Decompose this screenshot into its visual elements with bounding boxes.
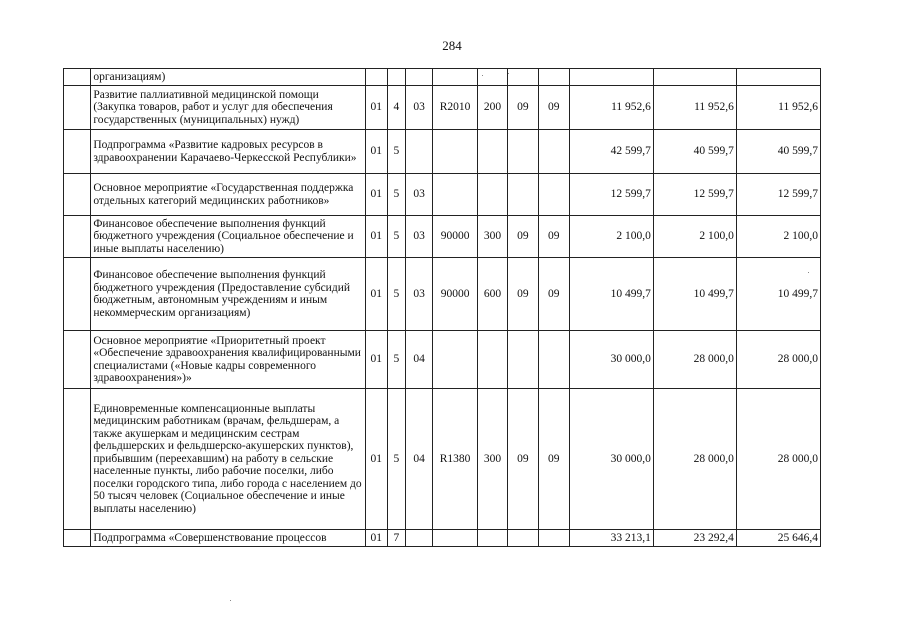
cell-value-3: 10 499,7: [736, 258, 820, 331]
cell-code-7: 09: [538, 389, 569, 530]
cell-code-6: 09: [508, 389, 538, 530]
cell-description: Развитие паллиативной медицинской помощи (Закупка товаров, работ и услуг для обеспечения государственных (муниципальных) нужд): [91, 86, 365, 130]
cell-code-3: [406, 130, 433, 174]
row-marker: [64, 331, 91, 389]
cell-code-1: 01: [365, 86, 387, 130]
cell-code-3: 03: [406, 174, 433, 216]
row-marker: [64, 130, 91, 174]
cell-code-2: 5: [387, 331, 405, 389]
cell-code-6: 09: [508, 86, 538, 130]
cell-code-4: [433, 530, 478, 547]
cell-value-3: 11 952,6: [736, 86, 820, 130]
cell-code-2: 5: [387, 389, 405, 530]
cell-code-1: 01: [365, 258, 387, 331]
page-number: 284: [442, 38, 462, 53]
table-row: [64, 86, 821, 130]
cell-code-2: [387, 69, 405, 86]
cell-code-5: [477, 174, 507, 216]
table-body: [64, 69, 821, 547]
row-marker: [64, 216, 91, 258]
cell-code-5: 200: [477, 86, 507, 130]
cell-code-3: [406, 69, 433, 86]
cell-code-2: 5: [387, 174, 405, 216]
cell-value-3: [736, 69, 820, 86]
cell-description: Финансовое обеспечение выполнения функций бюджетного учреждения (Социальное обеспечение и иные выплаты населению): [91, 216, 365, 258]
cell-code-5: [477, 530, 507, 547]
cell-code-7: 09: [538, 258, 569, 331]
cell-code-7: 09: [538, 216, 569, 258]
cell-value-1: 12 599,7: [569, 174, 653, 216]
cell-value-2: 28 000,0: [653, 331, 736, 389]
cell-description: Основное мероприятие «Государственная поддержка отдельных категорий медицинских работников»: [91, 174, 365, 216]
cell-code-2: 5: [387, 258, 405, 331]
cell-value-2: 10 499,7: [653, 258, 736, 331]
scan-speck: [230, 600, 231, 601]
cell-code-3: 04: [406, 331, 433, 389]
table-row: [64, 174, 821, 216]
table-row: [64, 216, 821, 258]
cell-value-1: 33 213,1: [569, 530, 653, 547]
cell-code-5: 600: [477, 258, 507, 331]
cell-code-4: [433, 174, 478, 216]
cell-description: Подпрограмма «Развитие кадровых ресурсов в здравоохранении Карачаево-Черкесской Республики»: [91, 130, 365, 174]
cell-code-3: 03: [406, 258, 433, 331]
cell-description: Единовременные компенсационные выплаты медицинским работникам (врачам, фельдшерам, а также акушеркам и медицинским сестрам фельдшерских и фельдшерско-акушерских пунктов), прибывшим (переехавшим) на работу в сельские населенные пункты, либо рабочие поселки, либо поселки городского типа, либо города с населением до 50 тысяч человек (Социальное обеспечение и иные выплаты населению): [91, 389, 365, 530]
cell-code-6: [508, 530, 538, 547]
table-row: [64, 258, 821, 331]
cell-code-5: [477, 69, 507, 86]
cell-value-1: [569, 69, 653, 86]
cell-code-6: [508, 174, 538, 216]
cell-value-2: 23 292,4: [653, 530, 736, 547]
scan-speck: [508, 73, 509, 74]
cell-value-3: 28 000,0: [736, 389, 820, 530]
row-marker: [64, 258, 91, 331]
cell-value-2: 40 599,7: [653, 130, 736, 174]
cell-description: Финансовое обеспечение выполнения функций бюджетного учреждения (Предоставление субсидий бюджетным, автономным учреждениям и иным некоммерческим организациям): [91, 258, 365, 331]
cell-code-5: 300: [477, 389, 507, 530]
cell-value-2: 12 599,7: [653, 174, 736, 216]
cell-code-1: [365, 69, 387, 86]
budget-table: [63, 68, 821, 547]
table-row: [64, 389, 821, 530]
cell-value-2: 2 100,0: [653, 216, 736, 258]
cell-code-7: [538, 331, 569, 389]
cell-value-1: 2 100,0: [569, 216, 653, 258]
cell-code-7: [538, 130, 569, 174]
cell-code-3: 03: [406, 86, 433, 130]
cell-value-1: 11 952,6: [569, 86, 653, 130]
cell-code-1: 01: [365, 530, 387, 547]
cell-code-2: 7: [387, 530, 405, 547]
cell-value-2: 11 952,6: [653, 86, 736, 130]
cell-code-6: [508, 69, 538, 86]
row-marker: [64, 530, 91, 547]
scan-speck: [808, 272, 809, 273]
cell-code-7: [538, 174, 569, 216]
cell-code-4: 90000: [433, 216, 478, 258]
cell-code-6: 09: [508, 216, 538, 258]
cell-code-2: 5: [387, 216, 405, 258]
cell-value-3: 12 599,7: [736, 174, 820, 216]
row-marker: [64, 174, 91, 216]
cell-code-4: 90000: [433, 258, 478, 331]
row-marker: [64, 389, 91, 530]
cell-code-4: [433, 130, 478, 174]
cell-value-3: 25 646,4: [736, 530, 820, 547]
scan-speck: [482, 75, 483, 76]
cell-code-3: 03: [406, 216, 433, 258]
cell-value-1: 42 599,7: [569, 130, 653, 174]
cell-code-4: [433, 69, 478, 86]
cell-code-5: [477, 331, 507, 389]
cell-value-1: 30 000,0: [569, 331, 653, 389]
cell-value-3: 2 100,0: [736, 216, 820, 258]
cell-code-7: 09: [538, 86, 569, 130]
table-row: [64, 530, 821, 547]
row-marker: [64, 86, 91, 130]
cell-code-6: 09: [508, 258, 538, 331]
table-row: [64, 130, 821, 174]
cell-code-4: R2010: [433, 86, 478, 130]
cell-code-6: [508, 130, 538, 174]
cell-code-7: [538, 69, 569, 86]
table-row: [64, 69, 821, 86]
cell-code-1: 01: [365, 216, 387, 258]
table-row: [64, 331, 821, 389]
cell-code-1: 01: [365, 130, 387, 174]
cell-code-2: 5: [387, 130, 405, 174]
cell-value-2: [653, 69, 736, 86]
cell-code-3: 04: [406, 389, 433, 530]
cell-description: Основное мероприятие «Приоритетный проект «Обеспечение здравоохранения квалифицированными специалистами («Новые кадры современного здравоохранения»)»: [91, 331, 365, 389]
cell-code-4: [433, 331, 478, 389]
cell-code-7: [538, 530, 569, 547]
cell-code-3: [406, 530, 433, 547]
cell-code-2: 4: [387, 86, 405, 130]
row-marker: [64, 69, 91, 86]
cell-description: Подпрограмма «Совершенствование процессов: [91, 530, 365, 547]
cell-description: организациям): [91, 69, 365, 86]
cell-value-2: 28 000,0: [653, 389, 736, 530]
cell-value-1: 30 000,0: [569, 389, 653, 530]
cell-value-1: 10 499,7: [569, 258, 653, 331]
cell-code-5: 300: [477, 216, 507, 258]
cell-code-1: 01: [365, 331, 387, 389]
cell-value-3: 28 000,0: [736, 331, 820, 389]
cell-code-4: R1380: [433, 389, 478, 530]
cell-code-5: [477, 130, 507, 174]
cell-value-3: 40 599,7: [736, 130, 820, 174]
cell-code-1: 01: [365, 174, 387, 216]
cell-code-1: 01: [365, 389, 387, 530]
cell-code-6: [508, 331, 538, 389]
